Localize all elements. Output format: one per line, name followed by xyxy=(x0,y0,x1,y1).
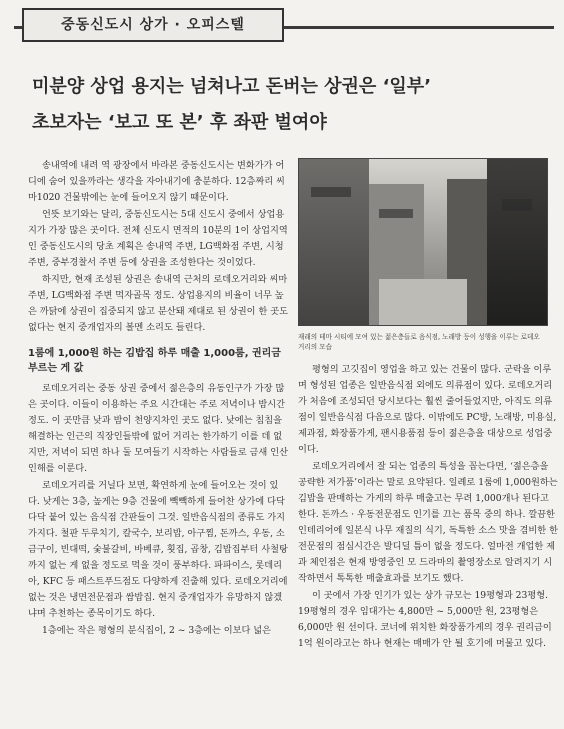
paragraph: 평형의 고깃집이 영업을 하고 있는 건물이 많다. 군락을 이루며 형성된 업종은 일반음식점 외에도 의류점이 있다. 로데오거리가 처음에 조성되던 당시보다는 훨씬 줄어들었지만, 아직도 의류점이 일반음식점 다음으로 많다. 이밖에도 PC방, 노래방, 미용실, 제과점, 화장품가게, 팬시용품점 등이 젊은층을 대상으로 성업중이다. xyxy=(298,364,557,455)
street-road xyxy=(379,279,467,325)
section-tag: 중동신도시 상가 · 오피스텔 xyxy=(22,8,284,42)
paragraph: 로데오거리를 거닐다 보면, 확연하게 눈에 들어오는 것이 있다. 낮게는 3층, 높게는 9층 건물에 빽빽하게 들어찬 상가에 다닥다닥 붙어 있는 음식점 간판들이 그것. 일반음식점의 종류도 가지가지다. 철판 두루치기, 칼국수, 보리밥, 아구찜, 돈까스, 우동, 소금구이, 빈대떡, 숯불갈비, 바베큐, 횟집, 곱창, 김밥집부터 사철탕까지 없는 게 없을 정도로 먹을 것이 풍부하다. 파파이스, 롯데리아, KFC 등 패스트푸드점도 다양하게 진출해 있다. 로데오거리에 없는 것은 냉면전문점과 쌈밥집. 현지 중개업자가 유망하지 않겠냐며 추천하는 종목이기도 하다. xyxy=(28,480,288,619)
paragraph: 언뜻 보기와는 달리, 중동신도시는 5대 신도시 중에서 상업용지가 가장 많은 곳이다. 전체 신도시 면적의 10분의 1이 상업지역인 중동신도시의 당초 계획은 송내역 주변, LG백화점 주변, 시청 주변, 중부경찰서 주변 등에 상권을 조성한다는 것이었다. xyxy=(28,209,288,268)
left-column xyxy=(28,158,290,640)
paragraph: 로데오거리에서 잘 되는 업종의 특성을 꼽는다면, ‘젊은층을 공략한 저가품’이라는 말로 요약된다. 일례로 1룸에 1,000원하는 김밥을 판매하는 가게의 하루 매출고는 무려 1,000개나 된다고 한다. 돈까스 · 우동전문점도 인기를 끄는 품목 중의 하나. 깔끔한 인테리어에 일본식 나무 재질의 식기, 독특한 소스 맛을 겸비한 한 전문점의 점심시간은 발디딜 틈이 없을 정도다. 얼마전 개업한 제과 체인점은 현재 방영중인 모 드라마의 촬영장소로 알려지기 시작하면서 톡톡한 매출효과를 보기도 했다. xyxy=(298,461,558,584)
headline-sub: 초보자는 ‘보고 또 본’ 후 좌판 벌여야 xyxy=(32,111,327,133)
building-left xyxy=(299,159,369,325)
building-right xyxy=(487,159,547,325)
paragraph: 로데오거리는 중동 상권 중에서 젊은층의 유동인구가 가장 많은 곳이다. 이들이 이용하는 주요 시간대는 주로 저녁이나 밤시간 정도. 이 곳만큼 낮과 밤이 천양지차인 곳도 없다. 낮에는 침침을 해결하는 인근의 직장인들밖에 없어 거리는 한가하기 이를 데 없지만, 저녁이 되면 하나 둘 모여들기 시작하는 사람들로 금새 인산인해를 이룬다. xyxy=(28,383,288,474)
photo-caption: 재래의 테마 시티에 모여 있는 젊은층들로 음식점, 노래방 등이 성행을 이루는 로데오거리의 모습 xyxy=(298,333,540,351)
paragraph: 이 곳에서 가장 인기가 있는 상가 규모는 19평형과 23평형. 19평형의 경우 임대가는 4,800만 ~ 5,000만 원, 23평형은 6,000만 원 선이다. 코너에 위치한 화장품가게의 경우 권리금이 1억 원이라고는 하나 현재는 매매가 안 될 호기에 머물고 있다. xyxy=(298,590,552,649)
paragraph: 1층에는 작은 평형의 분식집이, 2 ~ 3층에는 이보다 넓은 xyxy=(42,625,272,636)
subheading: 1룸에 1,000원 하는 김밥집 하루 매출 1,000룸, 권리금 부르는 게 값 xyxy=(28,348,281,374)
right-column xyxy=(298,158,558,653)
street-photo xyxy=(298,158,548,326)
shop-sign xyxy=(502,199,532,211)
shop-sign xyxy=(311,187,351,197)
shop-sign xyxy=(379,209,413,218)
headline-block xyxy=(32,50,552,133)
paragraph: 송내역에 내려 역 광장에서 바라본 중동신도시는 변화가가 어디에 숨어 있을까라는 생각을 자아내기에 충분하다. 12층짜리 씨마1020 건물밖에는 눈에 들어오지 않기 때문이다. xyxy=(28,160,285,203)
headline-main: 미분양 상업 용지는 넘쳐나고 돈버는 상권은 ‘일부’ xyxy=(32,76,432,97)
paragraph: 하지만, 현재 조성된 상권은 송내역 근처의 로데오거리와 씨마 주변, LG백화점 주변 먹자골목 정도. 상업용지의 비율이 너무 높은 까닭에 상권이 집중되지 않고 분산돼 제대로 된 상권이 한 곳도 없다는 현지 중개업자의 볼멘 소리도 들린다. xyxy=(28,274,288,333)
